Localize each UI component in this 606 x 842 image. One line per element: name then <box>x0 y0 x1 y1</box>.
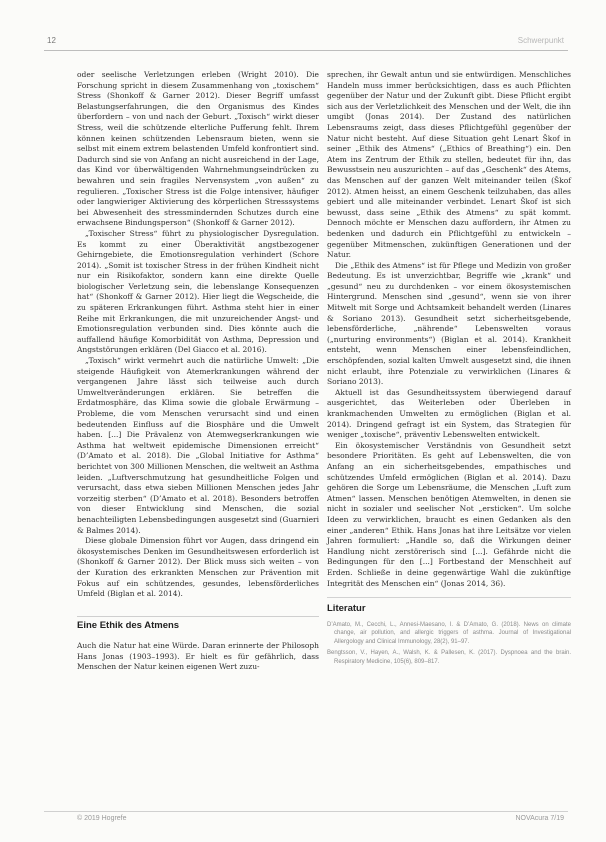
literature-list <box>327 621 571 667</box>
literature-entry: Bengtsson, V., Hayen, A., Walsh, K. & Pallesen, K. (2017). Dyspnoea and the brain. Respiratory Medicine, 105(6), 809–817. <box>327 650 571 666</box>
footer-publisher: © 2019 Hogrefe <box>77 815 127 822</box>
section-heading: Eine Ethik des Atmens <box>77 616 319 632</box>
header-rule <box>44 50 568 51</box>
footer-journal: NOVAcura 7/19 <box>515 815 564 822</box>
body-paragraph: Aktuell ist das Gesundheitssystem überwiegend darauf ausgerichtet, das Weiterleben oder Überleben in krankmachenden Umwelten zu ermöglichen (Biglan et al. 2014). Dringend gefragt ist ein System, das Strategien für weniger „toxische“, präventiv Lebenswelten entwickelt. <box>327 387 571 440</box>
section-label: Schwerpunkt <box>517 36 564 45</box>
left-column <box>77 70 319 673</box>
body-paragraph: Auch die Natur hat eine Würde. Daran erinnerte der Philosoph Hans Jonas (1903–1993). Er hielt es für gefährlich, dass Menschen der Natur keinen eigenen Wert zuzu- <box>77 641 319 672</box>
body-paragraph: sprechen, ihr Gewalt antun und sie entwürdigen. Menschliches Handeln muss immer berücksichtigen, dass es auch Pflichten gegenüber der Natur und der Zukunft gibt. Diese Pflicht ergibt sich aus der Verletzlichkeit des Menschen und der Welt, die ihn umgibt (Jonas 2014). Der Zustand des natürlichen Lebensraums zeigt, dass dieses Pflichtgefühl gegenüber der Natur nicht besteht. Auf diese Situation geht Lenart Škof in seiner „Ethik des Atmens“ („Ethics of Breathing“) ein. Den Atem ins Zentrum der Ethik zu stellen, bedeutet für ihn, das Bewusstsein neu auszurichten – auf das „Geschenk“ des Atems, das Menschen auf der ganzen Welt miteinander teilen (Škof 2012). Atmen heisst, an einem Geschenk teilzuhaben, das alles gebiert und alle miteinander verbindet. Lenart Škof ist sich bewusst, dass seine „Ethik des Atmens“ zu spät kommt. Dennoch möchte er Menschen dazu auffordern, ihr Atmen zu bedenken und dadurch ein Pflichtgefühl zu entwickeln – gegenüber Mitmenschen, zukünftigen Generationen und der Natur. <box>327 70 571 260</box>
right-column <box>327 70 571 670</box>
literature-heading: Literatur <box>327 597 571 615</box>
literature-entry: D’Amato, M., Cecchi, L., Annesi-Maesano, I. & D’Amato, G. (2018). News on climate change, air pollution, and allergic triggers of asthma. Journal of Investigational Allergology and Clinical Immunology, 28(2), 91–97. <box>327 621 571 645</box>
body-paragraph: „Toxischer Stress“ führt zu physiologischer Dysregulation. Es kommt zu einer Überaktivität angstbezogener Gehirngebiete, die Emotionsregulation verhindert (Schore 2014). „Somit ist toxischer Stress in der frühen Kindheit nicht nur ein Risikofaktor, sondern kann eine direkte Quelle biologischer Verletzung sein, die lebenslange Konsequenzen hat“ (Shonkoff & Garner 2012). Hier liegt die Wegscheide, die zu späteren Erkrankungen führt. Asthma steht hier in einer Reihe mit Erkrankungen, die mit unzureichender Angst- und Emotionsregulation verbunden sind. Dies könnte auch die auffallend häufige Komorbidität von Asthma, Depression und Angststörungen erklären (Del Giacco et al. 2016). <box>77 228 319 355</box>
body-paragraph: „Toxisch“ wirkt vermehrt auch die natürliche Umwelt: „Die steigende Häufigkeit von Atemerkrankungen während der vergangenen Jahre lässt sich teilweise auch durch Umweltveränderungen erklären. Sie betreffen die Erdatmosphäre, das Klima sowie die globale Erwärmung – Probleme, die vom Menschen verursacht sind und einen bedeutenden Einfluss auf die Biosphäre und die Umwelt haben. [...] Die Prävalenz von Atemwegserkrankungen wie Asthma hat weltweit epidemische Dimensionen erreicht“ (D’Amato et al. 2018). Die „Global Initiative for Asthma“ berichtet von 300 Millionen Menschen, die weltweit an Asthma leiden. „Luftverschmutzung hat gesundheitliche Folgen und verursacht, dass etwa sieben Millionen Menschen jedes Jahr vorzeitig sterben“ (D’Amato et al. 2018). Besonders betroffen von dieser Entwicklung sind Menschen, die sozial benachteiligten Lebensbedingungen ausgesetzt sind (Guarnieri & Balmes 2014). <box>77 356 319 535</box>
page-number: 12 <box>47 36 56 45</box>
body-paragraph: oder seelische Verletzungen erleben (Wright 2010). Die Forschung spricht in diesem Zusammenhang von „toxischem“ Stress (Shonkoff & Garner 2012). Dieser Begriff umfasst Belastungserfahrungen, die den Organismus des Kindes überfordern – von und nach der Geburt. „Toxisch“ wirkt dieser Stress, weil die schützende elterliche Pufferung fehlt. Ihrem können keinen schützenden Lebensraum bieten, wenn sie selbst mit einem extrem belastenden Umfeld konfrontiert sind. Dadurch sind sie von Anfang an nicht ausreichend in der Lage, das Kind vor überwältigenden Wahrnehmungseindrücken zu bewahren und sein fragiles Nervensystem „von außen“ zu regulieren. „Toxischer Stress ist die Folge intensiver, häufiger oder langwieriger Aktivierung des körperlichen Stresssystems bei Abwesenheit des stressmindernden Schutzes durch eine erwachsene Bindungsperson“ (Shonkoff & Garner 2012). <box>77 70 319 228</box>
body-paragraph: Diese globale Dimension führt vor Augen, dass dringend ein ökosystemisches Denken im Gesundheitswesen erforderlich ist (Shonkoff & Garner 2012). Der Blick muss sich weiten – von der Kuration des erkrankten Menschen zur Prävention mit Fokus auf ein schützendes, gesundes, lebensförderliches Umfeld (Biglan et al. 2014). <box>77 536 319 599</box>
body-paragraph: Ein ökosystemischer Verständnis von Gesundheit setzt besondere Prioritäten. Es geht auf Lebenswelten, die von Anfang an ein sicherheitsgebendes, empathisches und schützendes Umfeld ermöglichen (Biglan et al. 2014). Dazu gehören die Sorge um Lebensräume, die Menschen „Luft zum Atmen“ lassen. Menschen benötigen Atemwelten, in denen sie nicht in sozialer und seelischer Not „ersticken“. Um solche Ideen zu verwirklichen, braucht es einen Gedanken als den einer „anderen“ Ethik. Hans Jonas hat ihre Leitsätze vor vielen Jahren formuliert: „Handle so, daß die Wirkungen deiner Handlung nicht zerstörerisch sind [...]. Gefährde nicht die Bedingungen für den [...] Fortbestand der Menschheit auf Erden. Schließe in deine gegenwärtige Wahl die zukünftige Integrität des Menschen ein“ (Jonas 2014, 36). <box>327 440 571 588</box>
footer-rule <box>44 811 568 812</box>
body-paragraph: Die „Ethik des Atmens“ ist für Pflege und Medizin von großer Bedeutung. Es ist unverzichtbar, Begriffe wie „krank“ und „gesund“ neu zu durchdenken – vor einem ökosystemischen Hintergrund. Menschen sind „gesund“, wenn sie von ihrer Mitwelt mit Sorge und Achtsamkeit behandelt werden (Linares & Soriano 2013). Gesundheit setzt sicherheitsgebende, lebensförderliche, „nährende“ Lebenswelten voraus („nurturing environments“) (Biglan et al. 2014). Krankheit entsteht, wenn Menschen einer lebensfeindlichen, erschöpfenden, sozial kalten Umwelt ausgesetzt sind, die ihnen nicht erlaubt, ihre Potenziale zu verwirklichen (Linares & Soriano 2013). <box>327 260 571 387</box>
